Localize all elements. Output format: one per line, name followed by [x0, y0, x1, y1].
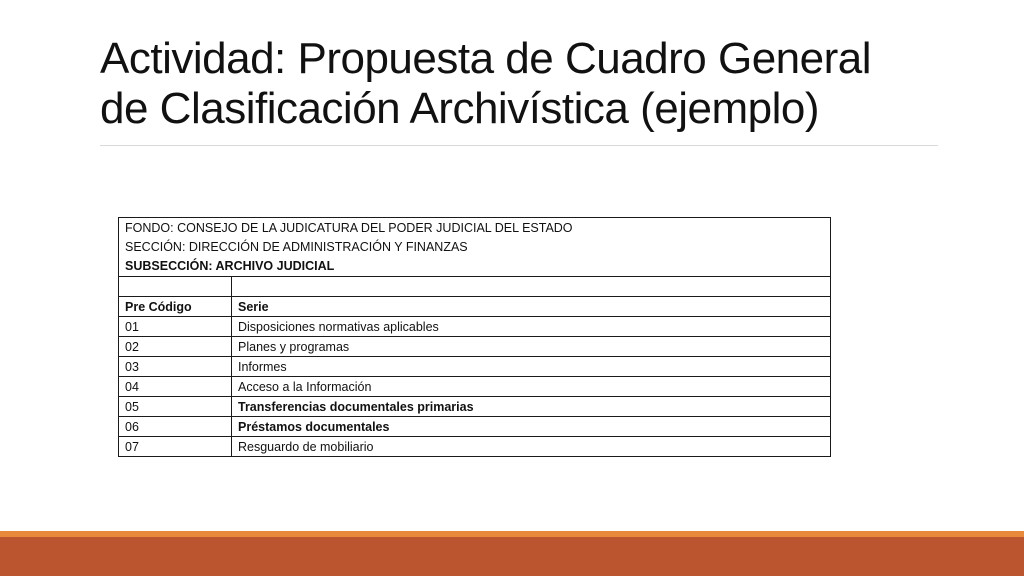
- fondo-text: FONDO: CONSEJO DE LA JUDICATURA DEL PODER JUDICIAL DEL ESTADO: [125, 221, 573, 235]
- header-cell: [119, 218, 831, 277]
- code-cell: 03: [119, 357, 232, 377]
- code-cell: 06: [119, 417, 232, 437]
- classification-table: [118, 217, 831, 457]
- serie-cell: Resguardo de mobiliario: [232, 437, 831, 457]
- code-cell: 07: [119, 437, 232, 457]
- empty-cell: [232, 277, 831, 297]
- column-header-serie: Serie: [232, 297, 831, 317]
- table-row: [119, 317, 831, 337]
- empty-row: [119, 277, 831, 297]
- code-cell: 04: [119, 377, 232, 397]
- serie-cell: Acceso a la Información: [232, 377, 831, 397]
- table-header-block: [119, 218, 831, 277]
- code-cell: 02: [119, 337, 232, 357]
- table-row: [119, 357, 831, 377]
- serie-cell: Planes y programas: [232, 337, 831, 357]
- table-row: [119, 437, 831, 457]
- code-cell: 01: [119, 317, 232, 337]
- seccion-text: SECCIÓN: DIRECCIÓN DE ADMINISTRACIÓN Y FINANZAS: [125, 240, 468, 254]
- subseccion-text: SUBSECCIÓN: ARCHIVO JUDICIAL: [125, 259, 335, 273]
- serie-cell: Informes: [232, 357, 831, 377]
- serie-cell: Préstamos documentales: [232, 417, 831, 437]
- empty-cell: [119, 277, 232, 297]
- table-row: [119, 377, 831, 397]
- column-header-row: [119, 297, 831, 317]
- slide-title-line-1: Actividad: Propuesta de Cuadro General: [100, 34, 872, 83]
- footer-band: [0, 537, 1024, 576]
- slide-title-line-2: de Clasificación Archivística (ejemplo): [100, 84, 820, 133]
- table-row: [119, 337, 831, 357]
- column-header-code: Pre Código: [119, 297, 232, 317]
- slide-title: [100, 34, 940, 134]
- title-divider: [100, 145, 938, 146]
- code-cell: 05: [119, 397, 232, 417]
- serie-cell: Disposiciones normativas aplicables: [232, 317, 831, 337]
- serie-cell: Transferencias documentales primarias: [232, 397, 831, 417]
- table-row: [119, 417, 831, 437]
- table-row: [119, 397, 831, 417]
